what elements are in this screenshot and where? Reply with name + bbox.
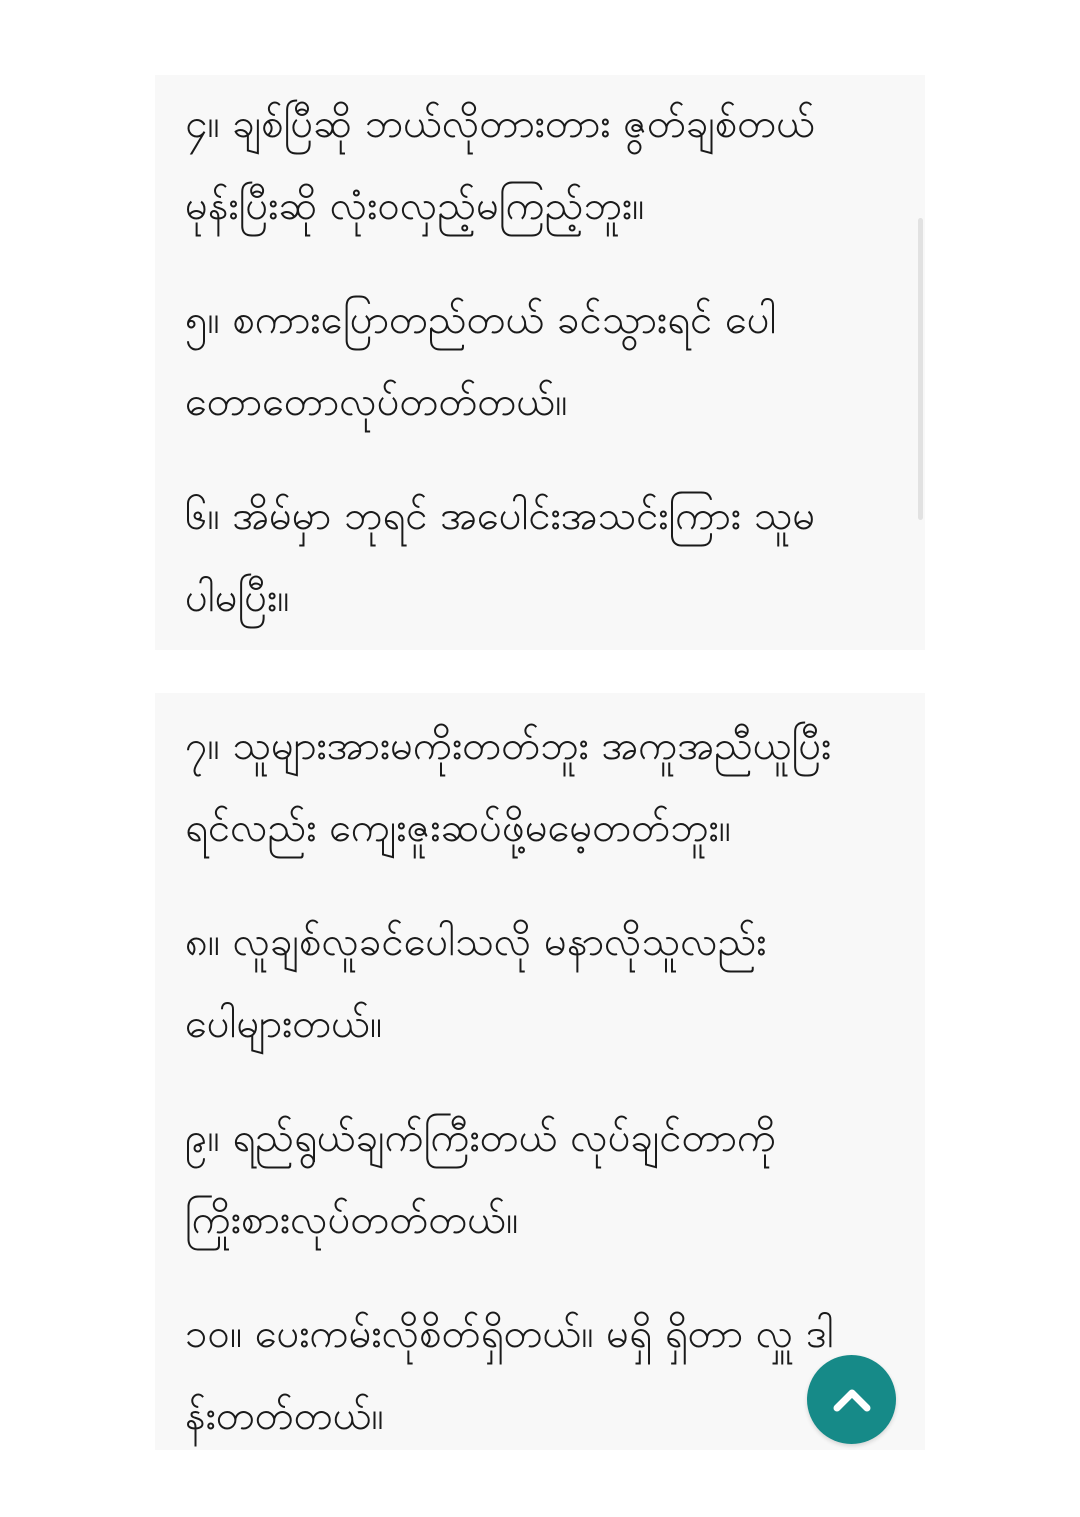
- back-to-top-button[interactable]: [807, 1355, 896, 1444]
- paragraph-10: ၁၀။ ပေးကမ်းလိုစိတ်ရှိတယ်။ မရှိ ရှိတာ လှူ ဒါ န်းတတ်တယ်။: [185, 1311, 834, 1439]
- paragraph-6: ၆။ အိမ်မှာ ဘုရင် အပေါင်းအသင်းကြား သူမ ပါမပြီး။: [185, 493, 816, 621]
- chevron-up-icon: [832, 1386, 872, 1414]
- article-card-2: [155, 693, 925, 1450]
- paragraph-8: ၈။ လူချစ်လူခင်ပေါသလို မနာလိုသူလည်း ပေါများတယ်။: [185, 919, 767, 1047]
- paragraph-5: ၅။ စကားပြောတည်တယ် ခင်သွားရင် ပေါ တောတောလုပ်တတ်တယ်။: [185, 297, 777, 425]
- scrollbar[interactable]: [918, 218, 923, 520]
- paragraph-4: ၄။ ချစ်ပြီဆို ဘယ်လိုတားတား ဇွတ်ချစ်တယ် မုန်းပြီးဆို လုံးဝလှည့်မကြည့်ဘူး။: [185, 101, 816, 229]
- paragraph-7: ၇။ သူများအားမကိုးတတ်ဘူး အကူအညီယူပြီး ရင်လည်း ကျေးဇူးဆပ်ဖို့မမေ့တတ်ဘူး။: [185, 723, 832, 851]
- article-card-1: [155, 75, 925, 650]
- paragraph-9: ၉။ ရည်ရွယ်ချက်ကြီးတယ် လုပ်ချင်တာကို ကြိုးစားလုပ်တတ်တယ်။: [185, 1115, 777, 1243]
